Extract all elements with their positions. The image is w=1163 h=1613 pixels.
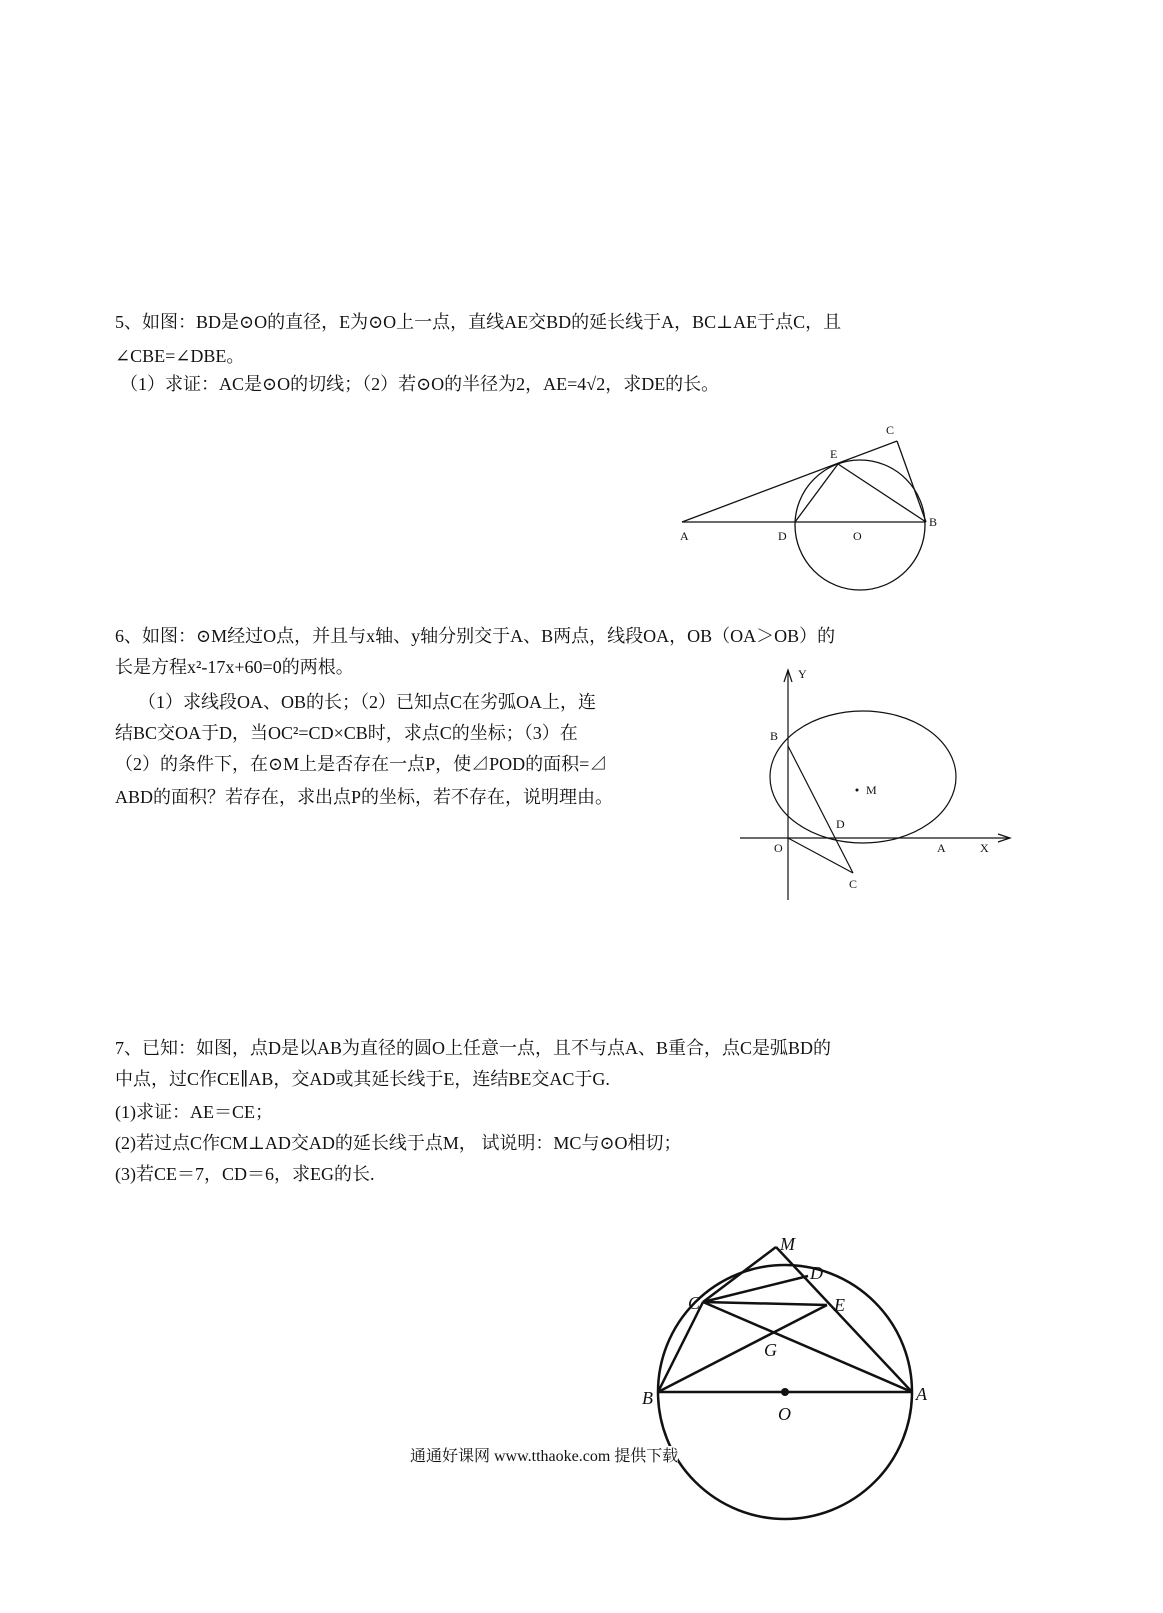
q7-line-3: (1)求证：AE＝CE； (115, 1102, 273, 1122)
q7-label-C: C (688, 1293, 701, 1313)
q7-label-D: D (810, 1263, 823, 1283)
q6-line-5: （2）的条件下，在⊙M上是否存在一点P，使⊿POD的面积=⊿ (115, 754, 608, 774)
q7-figure (658, 1247, 912, 1519)
q7-label-M: M (780, 1234, 795, 1254)
q6-label-C: C (849, 877, 858, 891)
q5-label-B: B (929, 515, 938, 529)
q7-label-O: O (778, 1404, 791, 1424)
q7-label-A: A (916, 1384, 927, 1404)
q6-label-D: D (836, 817, 845, 831)
q7-line-1: 7、已知：如图，点D是以AB为直径的圆O上任意一点，且不与点A、B重合，点C是弧BD的 (115, 1038, 832, 1058)
q7-line-2: 中点，过C作CE∥AB，交AD或其延长线于E，连结BE交AC于G. (115, 1069, 610, 1089)
q6-line-3: （1）求线段OA、OB的长；（2）已知点C在劣弧OA上，连 (138, 692, 597, 712)
q5-label-A: A (680, 529, 689, 543)
q6-label-B: B (770, 729, 779, 743)
q6-label-O: O (774, 841, 783, 855)
q5-line-2: ∠CBE=∠DBE。 (115, 346, 245, 366)
q7-label-E: E (834, 1295, 845, 1315)
q6-line-6: ABD的面积？若存在，求出点P的坐标，若不存在，说明理由。 (115, 787, 614, 807)
q6-line-1: 6、如图：⊙M经过O点，并且与x轴、y轴分别交于A、B两点，线段OA，OB（OA＞OB）的 (115, 626, 836, 646)
q5-line-3: （1）求证：AC是⊙O的切线；（2）若⊙O的半径为2，AE=4√2，求DE的长。 (120, 374, 720, 394)
q6-line-2: 长是方程x²-17x+60=0的两根。 (115, 657, 354, 677)
q7-label-G: G (764, 1340, 777, 1360)
q6-label-Y: Y (798, 667, 807, 681)
q5-label-C: C (886, 423, 895, 437)
q5-figure (682, 441, 926, 590)
q5-label-E: E (830, 447, 838, 461)
q6-label-M: M (866, 783, 877, 797)
q6-label-A: A (937, 841, 946, 855)
q7-label-B: B (642, 1388, 653, 1408)
q6-label-X: X (980, 841, 989, 855)
q5-line-1: 5、如图：BD是⊙O的直径，E为⊙O上一点，直线AE交BD的延长线于A，BC⊥AE于点C，且 (115, 312, 842, 332)
q5-label-D: D (778, 529, 787, 543)
q7-line-4: (2)若过点C作CM⊥AD交AD的延长线于点M， 试说明：MC与⊙O相切； (115, 1133, 682, 1153)
q6-line-4: 结BC交OA于D，当OC²=CD×CB时，求点C的坐标；（3）在 (115, 723, 578, 743)
q5-label-O: O (853, 529, 862, 543)
q7-line-5: (3)若CE＝7，CD＝6，求EG的长. (115, 1164, 375, 1184)
footer-text: 通通好课网 www.tthaoke.com 提供下载 (410, 1446, 678, 1468)
